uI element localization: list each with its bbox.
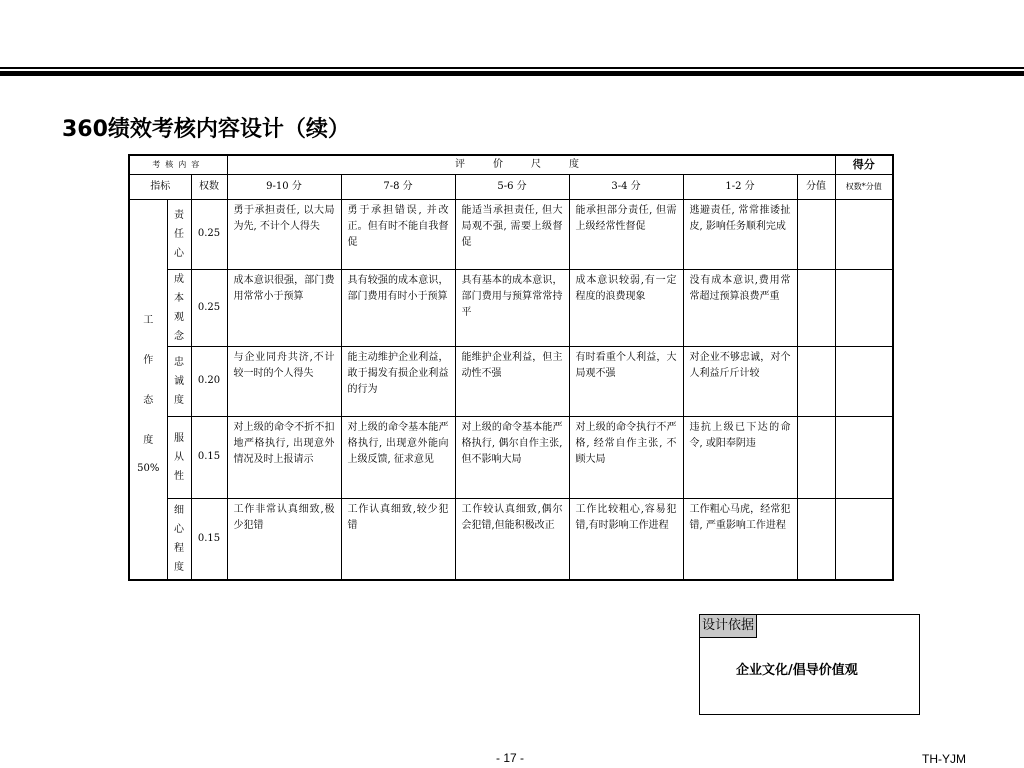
level-cell: 对上级的命令基本能严格执行, 偶尔自作主张, 但不影响大局	[455, 416, 569, 498]
score-cell	[835, 346, 893, 416]
header-range-7-8: 7-8 分	[341, 174, 455, 199]
level-cell: 具有较强的成本意识，部门费用有时小于预算	[341, 269, 455, 346]
header-content: 考核内容	[129, 155, 227, 174]
level-cell: 能主动维护企业利益，敢于揭发有损企业利益的行为	[341, 346, 455, 416]
indicator-label: 服从性	[174, 432, 184, 482]
level-cell: 对上级的命令执行不严格, 经常自作主张, 不顾大局	[569, 416, 683, 498]
table-row	[129, 269, 893, 346]
header-scale: 评价尺度	[227, 155, 835, 174]
header-range-5-6: 5-6 分	[455, 174, 569, 199]
indicator-label: 成本观念	[174, 273, 184, 342]
indicator-label: 细心程度	[174, 504, 184, 573]
page-number: - 17 -	[496, 751, 525, 765]
design-basis-label: 设计依据	[700, 615, 757, 638]
dimension-cell	[129, 199, 167, 580]
level-cell: 成本意识很强，部门费用常常小于预算	[227, 269, 341, 346]
header-range-1-2: 1-2 分	[683, 174, 797, 199]
level-cell: 没有成本意识,费用常常超过预算浪费严重	[683, 269, 797, 346]
points-cell	[797, 199, 835, 269]
header-rule-thick	[0, 71, 1024, 76]
level-cell: 勇于承担责任, 以大局为先, 不计个人得失	[227, 199, 341, 269]
points-cell	[797, 416, 835, 498]
design-basis-text: 企业文化/倡导价值观	[736, 663, 858, 678]
header-rule-thin	[0, 67, 1024, 69]
level-cell: 对上级的命令不折不扣地严格执行, 出现意外情况及时上报请示	[227, 416, 341, 498]
level-cell: 工作粗心马虎，经常犯错, 严重影响工作进程	[683, 498, 797, 580]
table-row	[129, 498, 893, 580]
points-cell	[797, 346, 835, 416]
level-cell: 勇于承担错误, 并改正。但有时不能自我督促	[341, 199, 455, 269]
level-cell: 具有基本的成本意识，部门费用与预算常常持平	[455, 269, 569, 346]
dimension-weight: 50%	[137, 463, 160, 475]
table-row	[129, 416, 893, 498]
points-cell	[797, 498, 835, 580]
indicator-label: 忠诚度	[174, 356, 184, 406]
score-cell	[835, 416, 893, 498]
weight-value: 0.25	[191, 269, 227, 346]
weight-value: 0.15	[191, 416, 227, 498]
header-row-1	[129, 155, 893, 174]
level-cell: 工作认真细致,较少犯错	[341, 498, 455, 580]
score-cell	[835, 269, 893, 346]
design-basis-box	[699, 614, 920, 715]
weight-value: 0.20	[191, 346, 227, 416]
header-points: 分值	[797, 174, 835, 199]
level-cell: 有时看重个人利益，大局观不强	[569, 346, 683, 416]
level-cell: 能承担部分责任, 但需上级经常性督促	[569, 199, 683, 269]
header-score: 得分	[835, 155, 893, 174]
weight-value: 0.25	[191, 199, 227, 269]
level-cell: 对企业不够忠诚，对个人利益斤斤计较	[683, 346, 797, 416]
document-code: TH-YJM	[922, 752, 966, 766]
points-cell	[797, 269, 835, 346]
page-title: 360绩效考核内容设计（续）	[62, 117, 350, 142]
score-cell	[835, 498, 893, 580]
header-weight: 权数	[191, 174, 227, 199]
score-cell	[835, 199, 893, 269]
level-cell: 逃避责任, 常常推诿扯皮, 影响任务顺利完成	[683, 199, 797, 269]
evaluation-table	[128, 154, 894, 581]
level-cell: 对上级的命令基本能严格执行, 出现意外能向上级反馈, 征求意见	[341, 416, 455, 498]
header-range-3-4: 3-4 分	[569, 174, 683, 199]
level-cell: 工作非常认真细致,极少犯错	[227, 498, 341, 580]
table-row	[129, 346, 893, 416]
dimension-label: 工 作 态 度	[143, 315, 154, 447]
level-cell: 能维护企业利益，但主动性不强	[455, 346, 569, 416]
level-cell: 与企业同舟共济,不计较一时的个人得失	[227, 346, 341, 416]
header-weight-points: 权数*分值	[835, 174, 893, 199]
weight-value: 0.15	[191, 498, 227, 580]
level-cell: 违抗上级已下达的命令, 或阳奉阴违	[683, 416, 797, 498]
level-cell: 工作比较粗心,容易犯错,有时影响工作进程	[569, 498, 683, 580]
level-cell: 成本意识较弱,有一定程度的浪费现象	[569, 269, 683, 346]
header-range-9-10: 9-10 分	[227, 174, 341, 199]
indicator-label: 责任心	[174, 209, 184, 259]
level-cell: 能适当承担责任, 但大局观不强, 需要上级督促	[455, 199, 569, 269]
header-row-2	[129, 174, 893, 199]
table-row	[129, 199, 893, 269]
header-indicator: 指标	[129, 174, 191, 199]
level-cell: 工作较认真细致,偶尔会犯错,但能积极改正	[455, 498, 569, 580]
